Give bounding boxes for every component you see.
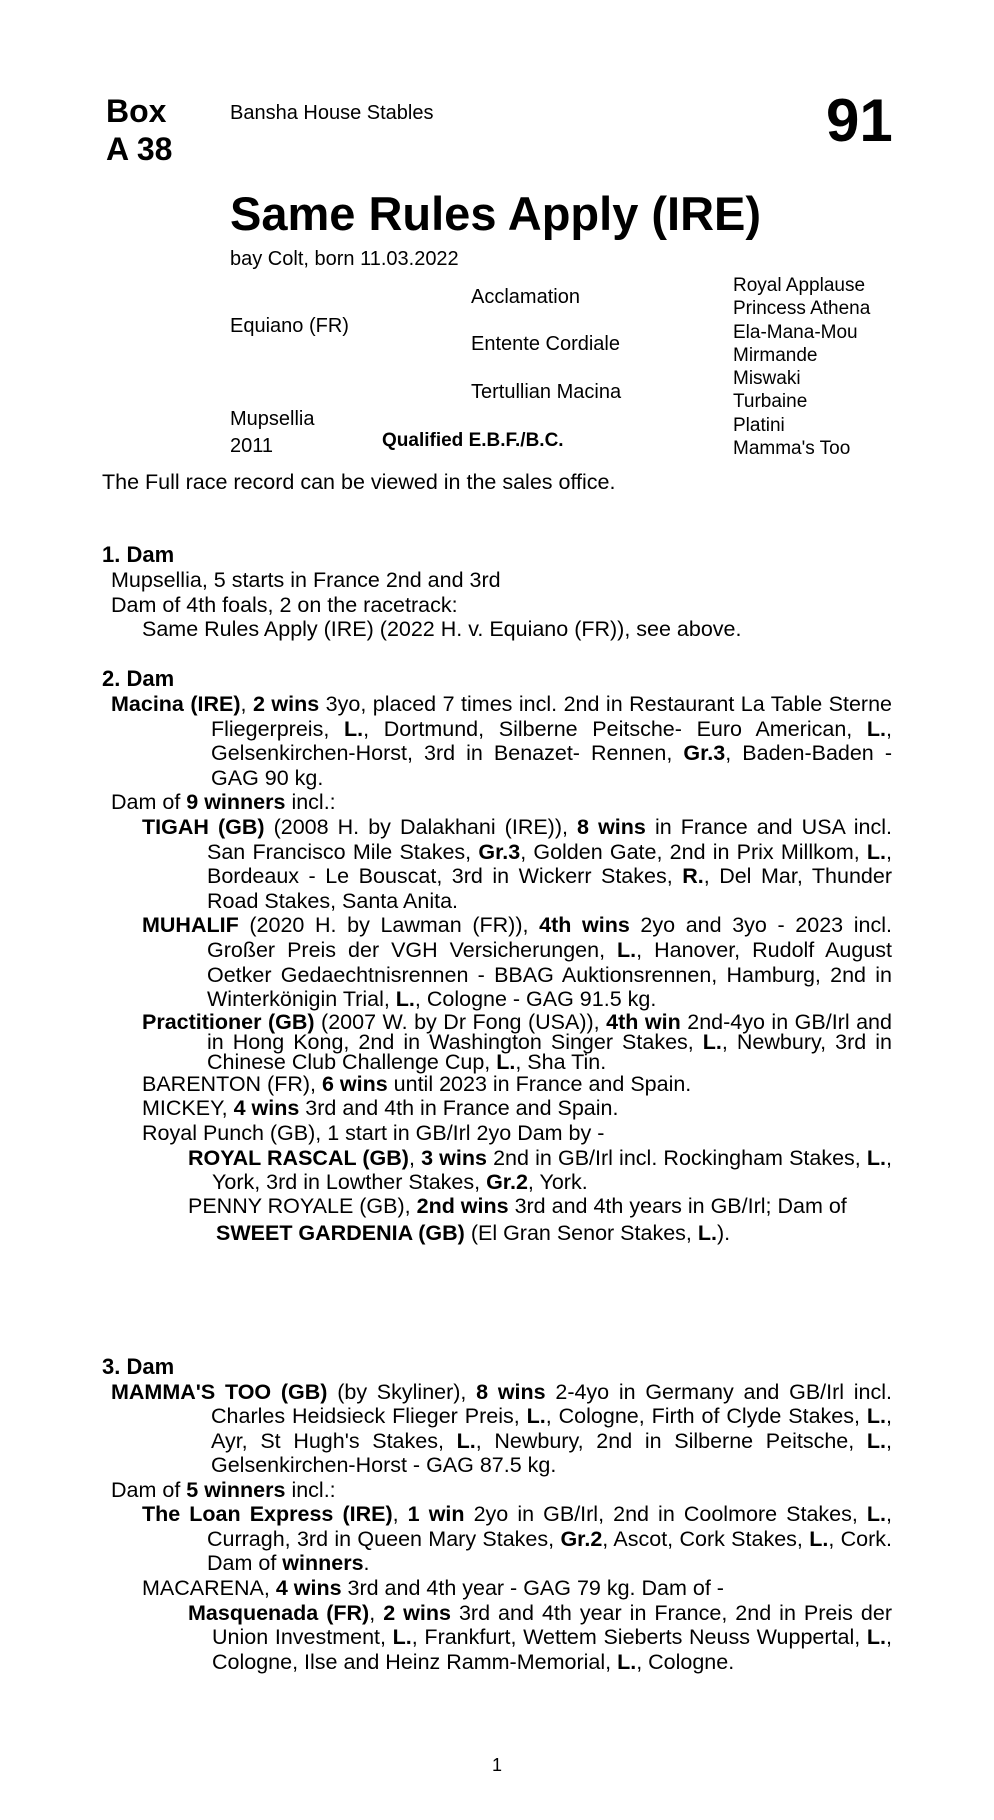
- dam-produce-intro: Dam of 4th foals, 2 on the racetrack:: [111, 592, 458, 617]
- second-dam-section: [102, 666, 892, 1245]
- produce-entry: PENNY ROYALE (GB), 2nd wins 3rd and 4th years in GB/Irl; Dam of: [188, 1193, 847, 1218]
- box-label: Box: [106, 93, 167, 129]
- third-dam-section: [102, 1354, 892, 1674]
- ggp-8: Mamma's Too: [733, 438, 851, 460]
- produce-entry: MACARENA, 4 wins 3rd and 4th year - GAG 79 kg. Dam of -: [142, 1576, 724, 1600]
- ggp-6: Turbaine: [733, 391, 808, 413]
- dam-produce-intro: Dam of 9 winners incl.:: [111, 790, 336, 815]
- produce-entry: The Loan Express (IRE), 1 win 2yo in GB/Irl, 2nd in Coolmore Stakes, L., Curragh, 3rd in Queen Mary Stakes, Gr.2, Ascot, Cork Stakes, L., Cork. Dam of winners.: [142, 1502, 892, 1576]
- sire-sire: Acclamation: [471, 286, 580, 308]
- produce-entry: MUHALIF (2020 H. by Lawman (FR)), 4th wins 2yo and 3yo - 2023 incl. Großer Preis der VGH Versicherungen, L., Hanover, Rudolf August Oetker Gedaechtnisrennen - BBAG Auktionsrennen, Hamburg, 2nd in Winterkönigin Trial, L., Cologne - GAG 91.5 kg.: [142, 913, 893, 1012]
- produce-entry: Practitioner (GB) (2007 W. by Dr Fong (USA)), 4th win 2nd-4yo in GB/Irl and in Hong Kong, 2nd in Washington Singer Stakes, L., Newbury, 3rd in Chinese Club Challenge Cup, L., Sha Tin.: [142, 1009, 892, 1074]
- ggp-3: Ela-Mana-Mou: [733, 321, 858, 343]
- produce-entry: MICKEY, 4 wins 3rd and 4th in France and Spain.: [142, 1096, 619, 1121]
- lot-number: 91: [826, 87, 893, 154]
- dam: Mupsellia: [230, 408, 315, 430]
- produce-entry: SWEET GARDENIA (GB) (El Gran Senor Stakes, L.).: [216, 1220, 731, 1245]
- sire: Equiano (FR): [230, 315, 349, 337]
- section-heading: 1. Dam: [102, 542, 175, 567]
- produce-entry: TIGAH (GB) (2008 H. by Dalakhani (IRE)), 8 wins in France and USA incl. San Francisco Mile Stakes, Gr.3, Golden Gate, 2nd in Prix Millkom, L., Bordeaux - Le Bouscat, 3rd in Wickerr Stakes, R., Del Mar, Thunder Road Stakes, Santa Anita.: [142, 814, 892, 913]
- box-number: [106, 92, 172, 168]
- ggp-7: Platini: [733, 414, 785, 436]
- dam-sire: Tertullian Macina: [471, 381, 622, 403]
- horse-description: bay Colt, born 11.03.2022: [230, 248, 459, 270]
- dam-produce-intro: Dam of 5 winners incl.:: [111, 1477, 336, 1502]
- horse-name: Same Rules Apply (IRE): [230, 187, 762, 240]
- produce-entry: Masquenada (FR), 2 wins 3rd and 4th year in France, 2nd in Preis der Union Investment, L., Frankfurt, Wettem Sieberts Neuss Wuppertal, L., Cologne, Ilse and Heinz Ramm-Memorial, L., Cologne.: [188, 1600, 892, 1674]
- produce-entry: BARENTON (FR), 6 wins until 2023 in France and Spain.: [142, 1071, 692, 1096]
- sire-dam: Entente Cordiale: [471, 333, 620, 355]
- ggp-1: Royal Applause: [733, 275, 866, 296]
- box-code: A 38: [106, 131, 173, 167]
- great-grandparents: [733, 274, 870, 460]
- ggp-4: Mirmande: [733, 344, 818, 366]
- qualification: Qualified E.B.F./B.C.: [382, 430, 564, 451]
- section-heading: 3. Dam: [102, 1354, 175, 1379]
- dam-year: 2011: [230, 435, 274, 457]
- page-number: 1: [492, 1755, 503, 1775]
- race-record-note: The Full race record can be viewed in the sales office.: [102, 470, 616, 494]
- produce-entry: Same Rules Apply (IRE) (2022 H. v. Equiano (FR)), see above.: [142, 617, 742, 642]
- stable-name: Bansha House Stables: [230, 102, 434, 124]
- produce-entry: ROYAL RASCAL (GB), 3 wins 2nd in GB/Irl incl. Rockingham Stakes, L., York, 3rd in Lowther Stakes, Gr.2, York.: [188, 1145, 893, 1195]
- ggp-5: Miswaki: [733, 368, 801, 390]
- dam-record: Macina (IRE), 2 wins 3yo, placed 7 times incl. 2nd in Restaurant La Table Sterne Fliegerpreis, L., Dortmund, Silberne Peitsche- Euro American, L., Gelsenkirchen-Horst, 3rd in Benazet- Rennen, Gr.3, Baden-Baden - GAG 90 kg.: [111, 692, 893, 790]
- dam-record: MAMMA'S TOO (GB) (by Skyliner), 8 wins 2-4yo in Germany and GB/Irl incl. Charles Heidsieck Flieger Preis, L., Cologne, Firth of Clyde Stakes, L., Ayr, St Hugh's Stakes, L., Newbury, 2nd in Silberne Peitsche, L., Gelsenkirchen-Horst - GAG 87.5 kg.: [111, 1380, 893, 1478]
- dam-record: Mupsellia, 5 starts in France 2nd and 3rd: [111, 568, 501, 592]
- produce-entry: Royal Punch (GB), 1 start in GB/Irl 2yo Dam by -: [142, 1120, 605, 1145]
- first-dam-section: [102, 542, 892, 642]
- ggp-2: Princess Athena: [733, 298, 871, 320]
- section-heading: 2. Dam: [102, 666, 175, 691]
